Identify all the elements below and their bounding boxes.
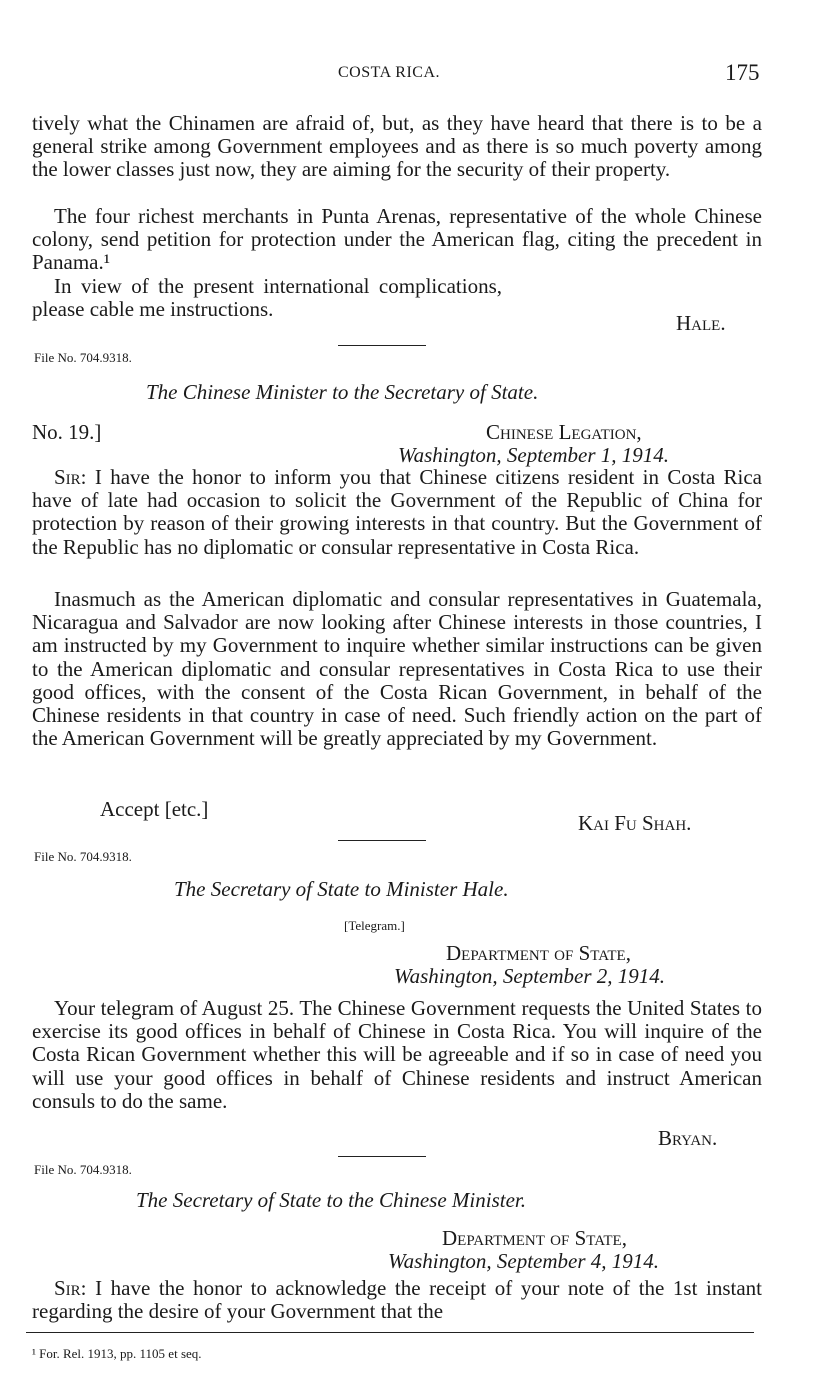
signature-hale: Hale. — [676, 311, 726, 335]
paragraph — [32, 466, 762, 559]
file-number: File No. 704.9318. — [34, 350, 132, 365]
dateline-date: Washington, September 4, 1914. — [388, 1249, 660, 1273]
dateline-place: Department of State, — [442, 1226, 627, 1250]
paragraph: Inasmuch as the American diplomatic and consular representatives in Guatemala, Nicaragua and Salvador are now looking after Chinese interests in those countries, I am instructed by my Government to inquire whether similar instructions can be given to the American diplomatic and consular representatives in Costa Rica to use their good offices, with the consent of the Costa Rican Government, in behalf of the Chinese residents in that country in case of need. Such friendly action on the part of the American Government will be greatly appreciated by my Government. — [32, 587, 762, 751]
file-number: File No. 704.9318. — [34, 849, 132, 864]
file-number: File No. 704.9318. — [34, 1162, 132, 1177]
running-header-title: COSTA RICA. — [338, 64, 441, 81]
section-divider — [338, 345, 426, 346]
paragraph: The four richest merchants in Punta Arenas, representative of the whole Chinese colony, send petition for protection under the American flag, citing the precedent in Panama.¹ — [32, 204, 762, 275]
document-heading: The Secretary of State to the Chinese Minister. — [136, 1188, 526, 1212]
footnote-rule — [26, 1332, 754, 1333]
paragraph-text: I have the honor to inform you that Chinese citizens resident in Costa Rica have of late had occasion to solicit the Government of the Republic of China for protection by reason of their growing interests in that country. But the Government of the Republic has no diplomatic or consular representative in Costa Rica. — [32, 465, 762, 559]
paragraph: Your telegram of August 25. The Chinese Government requests the United States to exercise its good offices in behalf of Chinese in Costa Rica. You will inquire of the Costa Rican Government whether this will be agreeable and if so in case of need you will use your good offices in behalf of Chinese residents and instruct American consuls to do the same. — [32, 996, 762, 1113]
page-number: 175 — [725, 60, 760, 85]
paragraph — [32, 1277, 762, 1323]
signature-bryan: Bryan. — [658, 1126, 718, 1150]
dateline-date: Washington, September 2, 1914. — [394, 964, 666, 988]
dateline-date: Washington, September 1, 1914. — [398, 443, 670, 467]
paragraph: In view of the present international complications, please cable me instructions. — [32, 274, 502, 322]
signature-kai-fu-shah: Kai Fu Shah. — [578, 811, 692, 835]
salutation: Sir: — [54, 1276, 87, 1300]
document-heading: The Secretary of State to Minister Hale. — [174, 877, 509, 901]
telegram-label: [Telegram.] — [344, 918, 405, 933]
document-heading: The Chinese Minister to the Secretary of State. — [146, 380, 539, 404]
footnote: ¹ For. Rel. 1913, pp. 1105 et seq. — [32, 1346, 202, 1361]
dateline-place: Chinese Legation, — [486, 420, 642, 444]
dispatch-number: No. 19.] — [32, 420, 102, 444]
section-divider — [338, 840, 426, 841]
paragraph-continued: tively what the Chinamen are afraid of, but, as they have heard that there is to be a general strike among Government employees and as there is so much poverty among the lower classes just now, they are aiming for the security of their property. — [32, 111, 762, 182]
section-divider — [338, 1156, 426, 1157]
dateline-place: Department of State, — [446, 941, 631, 965]
paragraph-text: I have the honor to acknowledge the receipt of your note of the 1st instant regarding the desire of your Government that the — [32, 1276, 762, 1324]
closing: Accept [etc.] — [100, 797, 209, 821]
salutation: Sir: — [54, 465, 87, 489]
